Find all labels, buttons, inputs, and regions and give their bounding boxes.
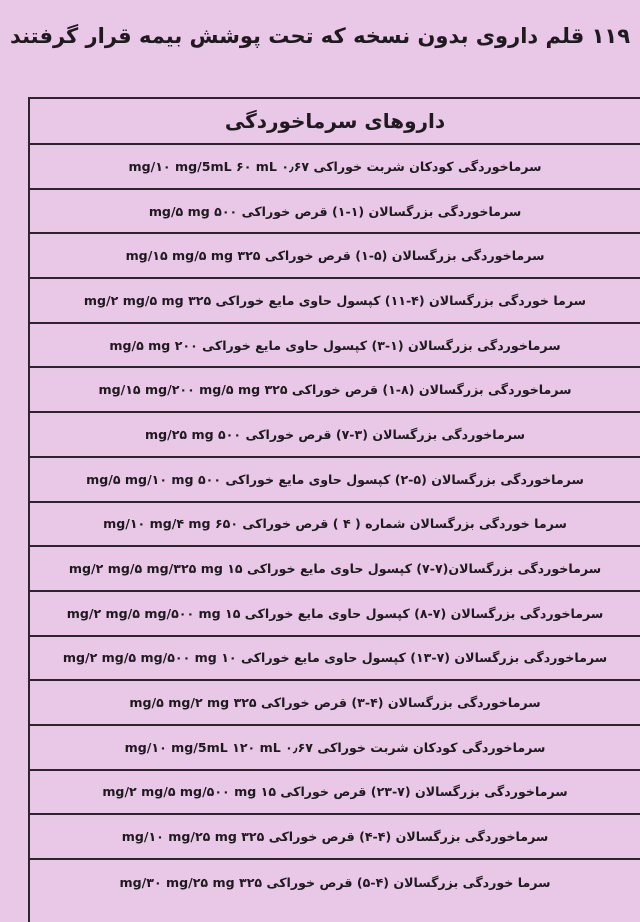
table-row: سرماخوردگی بزرگسالان (۳-۷) قرص خوراکی ۵۰۰ mg/۲۵ mg <box>30 413 640 458</box>
table-row: سرماخوردگی کودکان شربت خوراکی ۰٫۶۷ mg/۱۰ mg/5mL ۶۰ mL <box>30 145 640 190</box>
table-row: سرماخوردگی بزرگسالان (۵-۲) کپسول حاوی مایع خوراکی ۵۰۰ mg/۵ mg/۱۰ mg <box>30 458 640 503</box>
table-row: سرما خوردگی بزرگسالان شماره ( ۴ ) قرص خوراکی ۶۵۰ mg/۱۰ mg/۴ mg <box>30 503 640 548</box>
table-row: سرماخوردگی بزرگسالان (۱-۱) قرص خوراکی ۵۰۰ mg/۵ mg <box>30 190 640 235</box>
table-row: سرماخوردگی بزرگسالان (۷-۱۳) کپسول حاوی مایع خوراکی ۱۰ mg/۲ mg/۵ mg/۵۰۰ mg <box>30 637 640 682</box>
table-header: داروهای سرماخوردگی <box>30 99 640 145</box>
table-row: سرما خوردگی بزرگسالان (۴-۵) قرص خوراکی ۳۲۵ mg/۳۰ mg/۲۵ mg <box>119 874 551 890</box>
table-row: سرماخوردگی بزرگسالان (۱-۳) کپسول حاوی مایع خوراکی ۲۰۰ mg/۵ mg <box>30 324 640 369</box>
table-row: سرماخوردگی بزرگسالان (۷-۲۳) قرص خوراکی ۱۵ mg/۲ mg/۵ mg/۵۰۰ mg <box>30 771 640 816</box>
table-row: سرماخوردگی بزرگسالان (۵-۱) قرص خوراکی ۳۲۵ mg/۱۵ mg/۵ mg <box>30 234 640 279</box>
table-row: سرماخوردگی بزرگسالان (۴-۳) قرص خوراکی ۳۲۵ mg/۵ mg/۲ mg <box>30 681 640 726</box>
table-row: سرماخوردگی کودکان شربت خوراکی ۰٫۶۷ mg/۱۰ mg/5mL ۱۲۰ mL <box>30 726 640 771</box>
table-row: سرماخوردگی بزرگسالان (۸-۱) قرص خوراکی ۳۲۵ mg/۱۵ mg/۲۰۰ mg/۵ mg <box>30 368 640 413</box>
medicine-table <box>28 97 640 922</box>
table-row: سرماخوردگی بزرگسالان(۷-۷) کپسول حاوی مایع خوراکی ۱۵ mg/۲ mg/۵ mg/۳۲۵ mg <box>30 547 640 592</box>
table-row: سرماخوردگی بزرگسالان (۷-۸) کپسول حاوی مایع خوراکی ۱۵ mg/۲ mg/۵ mg/۵۰۰ mg <box>30 592 640 637</box>
table-row: سرماخوردگی بزرگسالان (۴-۴) قرص خوراکی ۳۲۵ mg/۱۰ mg/۲۵ mg <box>30 815 640 860</box>
table-row: سرما خوردگی بزرگسالان (۴-۱۱) کپسول حاوی مایع خوراکی ۳۲۵ mg/۲ mg/۵ mg <box>30 279 640 324</box>
page-title: ۱۱۹ قلم داروی بدون نسخه که تحت پوشش بیمه قرار گرفتند <box>9 24 631 48</box>
